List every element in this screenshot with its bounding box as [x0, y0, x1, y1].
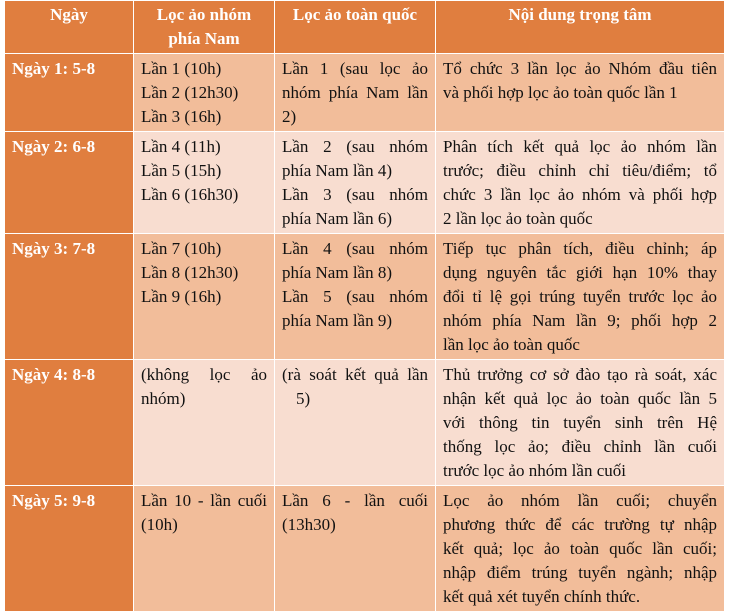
header-day: Ngày	[5, 1, 134, 54]
table-row	[5, 360, 725, 486]
content-cell: Lọc ảo nhóm lần cuối; chuyển phương thức để các trường tự nhập kết quả; lọc ảo toàn quốc lần cuối; nhập điểm trúng tuyển ngành; nhập kết quả xét tuyển chính thức.	[436, 486, 725, 612]
national-filter-cell: Lần 2 (sau nhóm phía Nam lần 4) Lần 3 (sau nhóm phía Nam lần 6)	[275, 132, 436, 234]
header-group-filter: Lọc ảo nhóm phía Nam	[134, 1, 275, 54]
group-filter-cell: (không lọc ảo nhóm)	[134, 360, 275, 486]
national-filter-cell: Lần 6 - lần cuối (13h30)	[275, 486, 436, 612]
national-filter-cell: (rà soát kết quả lần 5)	[275, 360, 436, 486]
content-cell: Thủ trưởng cơ sở đào tạo rà soát, xác nhận kết quả lọc ảo toàn quốc lần 5 với thông tin tuyển sinh trên Hệ thống lọc ảo; điều chỉnh lần cuối trước lọc ảo nhóm lần cuối	[436, 360, 725, 486]
group-filter-cell: Lần 1 (10h) Lần 2 (12h30) Lần 3 (16h)	[134, 54, 275, 132]
day-cell: Ngày 3: 7-8	[5, 234, 134, 360]
header-row	[5, 1, 725, 54]
table-row	[5, 486, 725, 612]
content-cell: Tiếp tục phân tích, điều chỉnh; áp dụng nguyên tắc giới hạn 10% thay đổi tỉ lệ gọi trúng tuyển trước lọc ảo nhóm phía Nam lần 9; phối hợp 2 lần lọc ảo toàn quốc	[436, 234, 725, 360]
group-filter-cell: Lần 10 - lần cuối (10h)	[134, 486, 275, 612]
header-content: Nội dung trọng tâm	[436, 1, 725, 54]
day-cell: Ngày 4: 8-8	[5, 360, 134, 486]
day-cell: Ngày 2: 6-8	[5, 132, 134, 234]
table-row	[5, 132, 725, 234]
group-filter-cell: Lần 4 (11h) Lần 5 (15h) Lần 6 (16h30)	[134, 132, 275, 234]
day-cell: Ngày 5: 9-8	[5, 486, 134, 612]
day-cell: Ngày 1: 5-8	[5, 54, 134, 132]
group-filter-cell: Lần 7 (10h) Lần 8 (12h30) Lần 9 (16h)	[134, 234, 275, 360]
admission-schedule-table	[4, 0, 725, 612]
table-row	[5, 234, 725, 360]
national-filter-cell: Lần 1 (sau lọc ảo nhóm phía Nam lần 2)	[275, 54, 436, 132]
national-filter-cell: Lần 4 (sau nhóm phía Nam lần 8) Lần 5 (sau nhóm phía Nam lần 9)	[275, 234, 436, 360]
header-national-filter: Lọc ảo toàn quốc	[275, 1, 436, 54]
table-row	[5, 54, 725, 132]
content-cell: Tổ chức 3 lần lọc ảo Nhóm đầu tiên và phối hợp lọc ảo toàn quốc lần 1	[436, 54, 725, 132]
content-cell: Phân tích kết quả lọc ảo nhóm lần trước; điều chỉnh chỉ tiêu/điểm; tổ chức 3 lần lọc ảo nhóm và phối hợp 2 lần lọc ảo toàn quốc	[436, 132, 725, 234]
